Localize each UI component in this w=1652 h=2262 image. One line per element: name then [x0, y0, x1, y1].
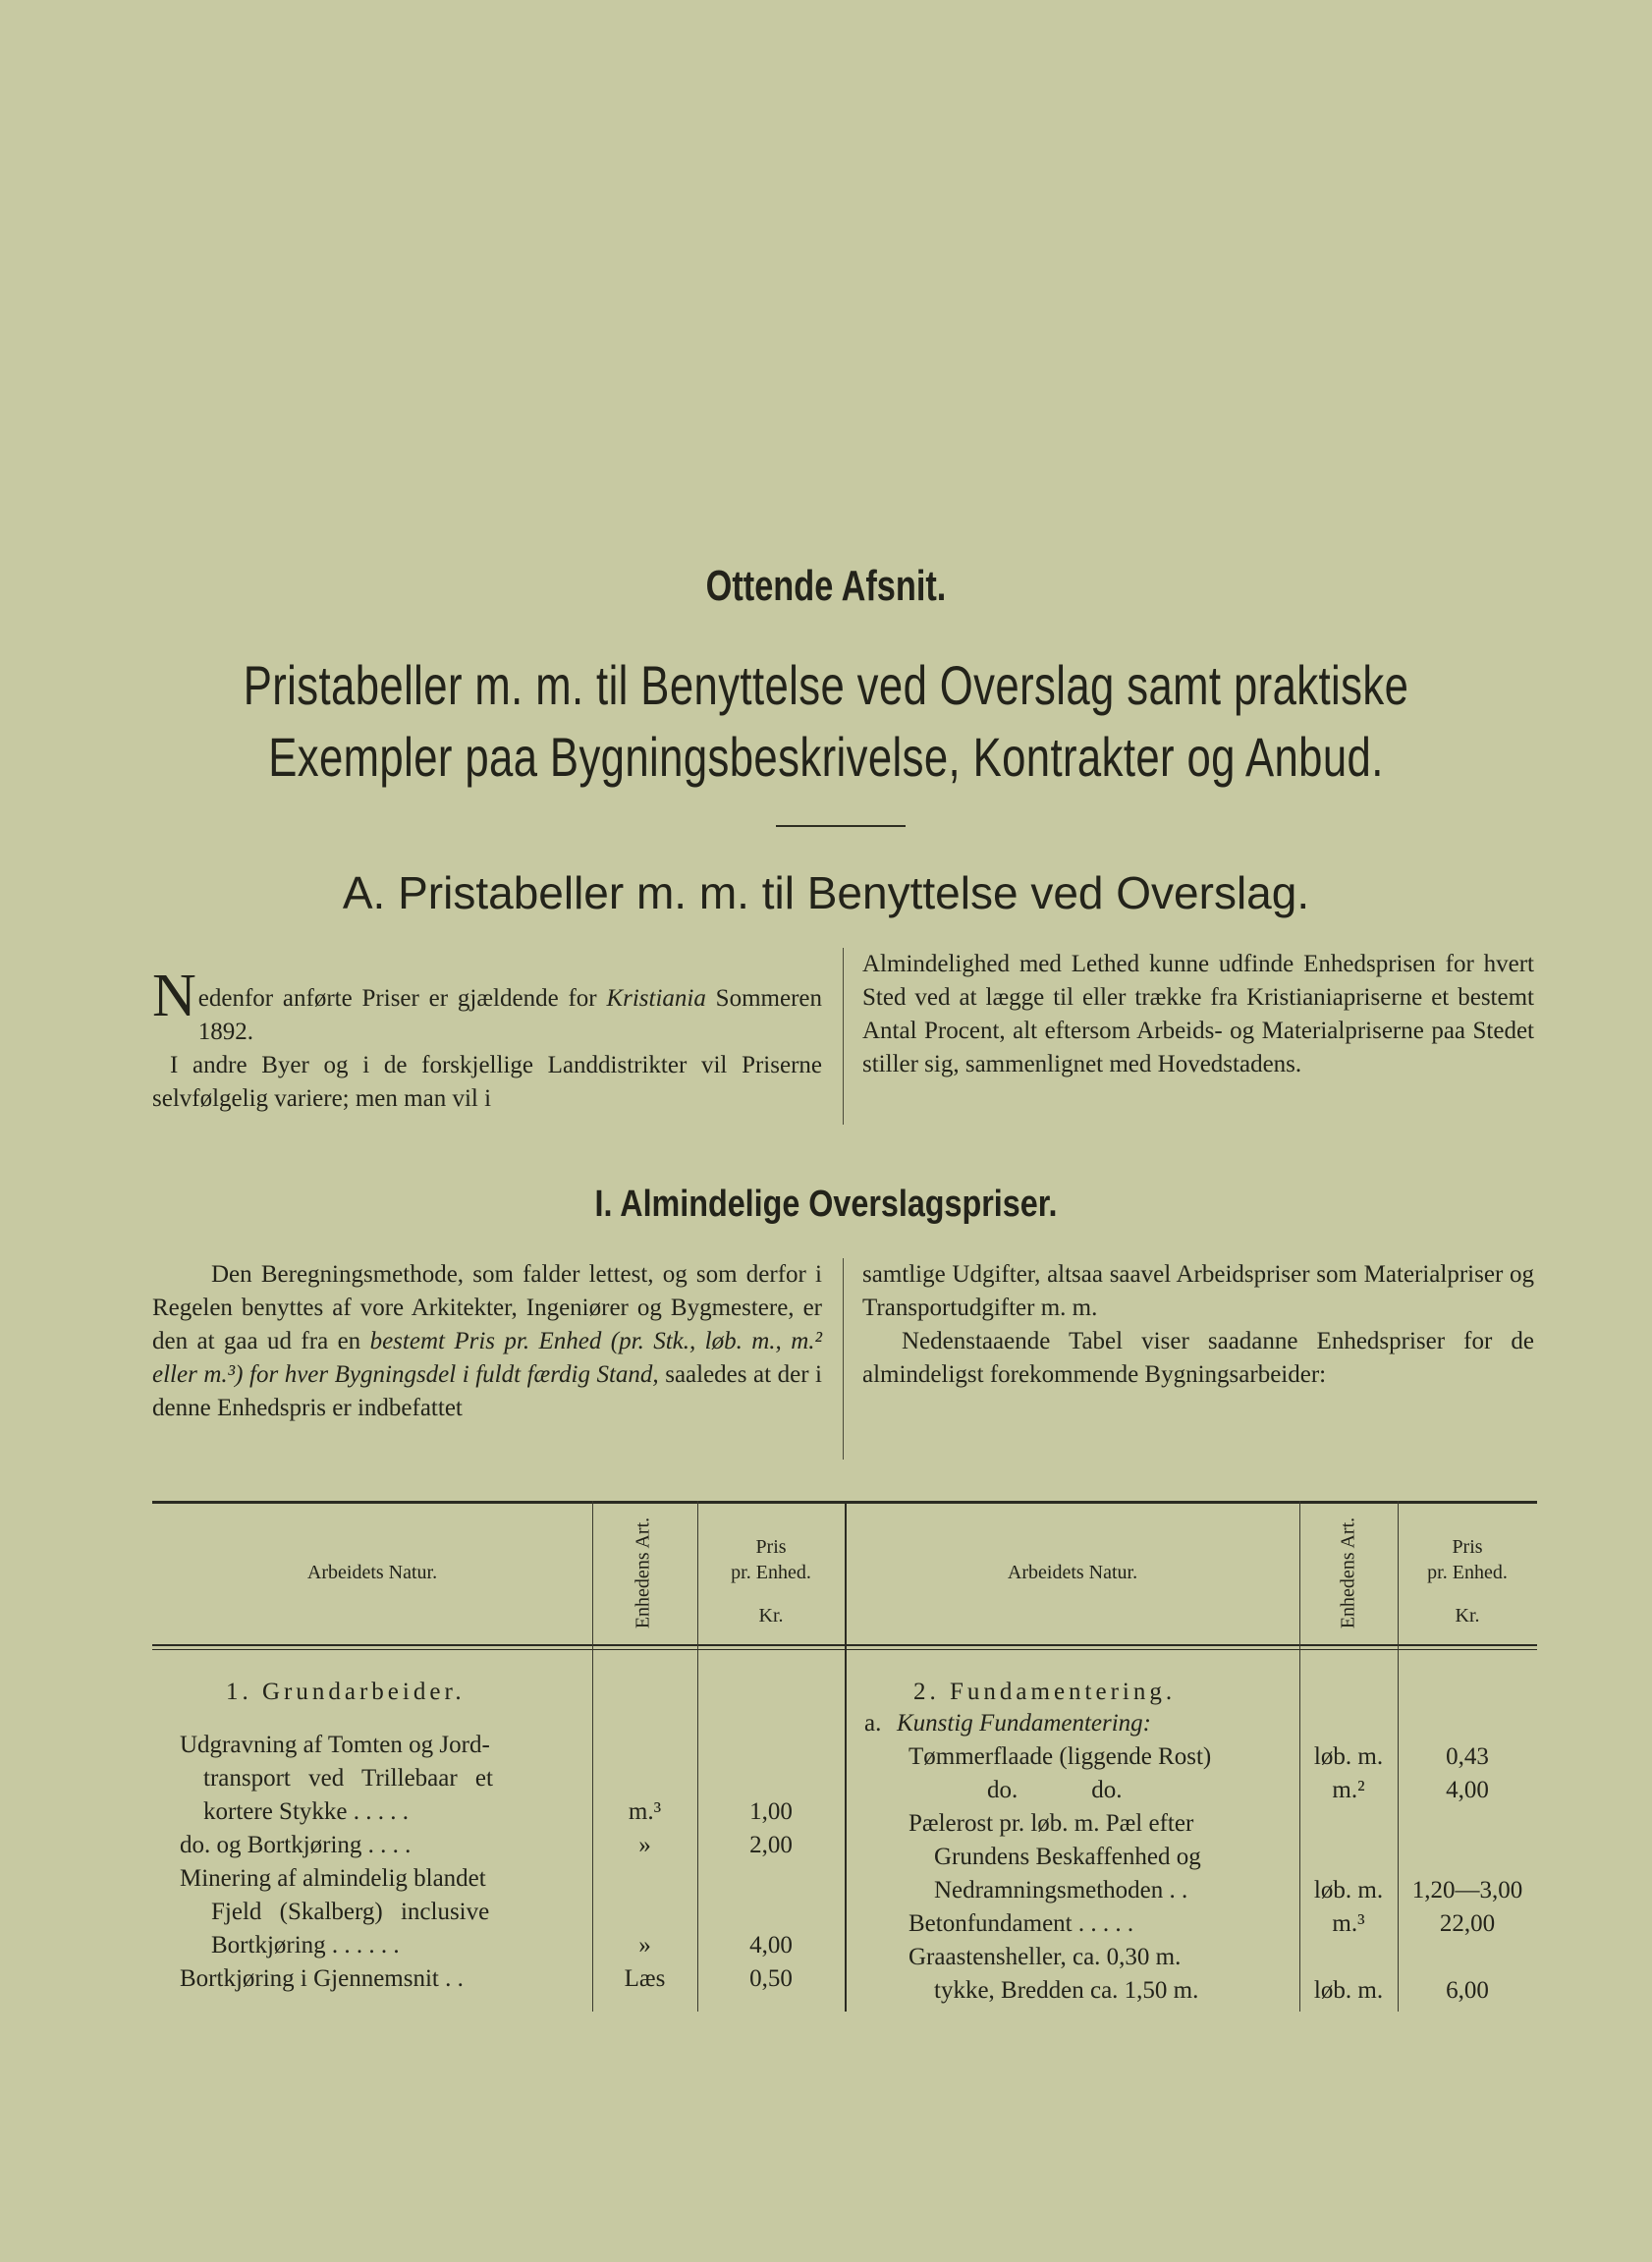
- title-rule: [776, 825, 906, 827]
- row-unit: Læs: [624, 1965, 666, 1992]
- row-description: tykke, Bredden ca. 1,50 m.: [934, 1977, 1199, 2004]
- section-title: 1. Grundarbeider.: [226, 1679, 466, 1705]
- row-unit: »: [638, 1832, 651, 1858]
- row-description: Pælerost pr. løb. m. Pæl efter: [909, 1810, 1194, 1837]
- header-currency: Kr.: [1455, 1605, 1480, 1627]
- body-left-column: [152, 1258, 822, 1425]
- row-description: Tømmerflaade (liggende Rost): [909, 1743, 1212, 1770]
- subsection-i-heading: I. Almindelige Overslagspriser.: [594, 1184, 1058, 1225]
- header-unit: Enhedens Art.: [1337, 1517, 1359, 1629]
- dropcap: N: [152, 963, 196, 1029]
- row-unit: m.²: [1332, 1777, 1365, 1803]
- header-price-unit: pr. Enhed.: [1427, 1562, 1508, 1583]
- header-price: Pris: [1452, 1536, 1483, 1558]
- body-paragraph-3: Nedenstaaende Tabel viser saadanne Enhedspriser for de almindeligst forekommende Bygningsarbeider:: [862, 1328, 1534, 1388]
- column-divider: [843, 1258, 844, 1460]
- row-unit: m.³: [628, 1798, 662, 1825]
- row-description: Grundens Beskaffenhed og: [934, 1844, 1201, 1870]
- subsection-label: a.: [864, 1710, 882, 1737]
- section-title: 2. Fundamentering.: [913, 1679, 1177, 1705]
- row-unit: »: [638, 1932, 651, 1959]
- row-unit: m.³: [1332, 1910, 1365, 1937]
- header-nature: Arbeidets Natur.: [306, 1562, 438, 1583]
- intro-paragraph-1: Nedenfor anførte Priser er gjældende for Kristiania Sommeren 1892.: [152, 963, 822, 1045]
- header-currency: Kr.: [758, 1605, 784, 1627]
- subsection-a-heading: A. Pristabeller m. m. til Benyttelse ved Overslag.: [342, 867, 1310, 918]
- row-description: do. og Bortkjøring . . . .: [180, 1832, 412, 1858]
- row-price: 6,00: [1446, 1977, 1489, 2004]
- row-description: Bortkjøring i Gjennemsnit . .: [180, 1965, 464, 1992]
- main-title-line-1: Pristabeller m. m. til Benyttelse ved Overslag samt praktiske: [243, 654, 1409, 716]
- row-description: do. do.: [987, 1777, 1123, 1803]
- row-description: transport ved Trillebaar et: [203, 1765, 493, 1792]
- row-price: 4,00: [1446, 1777, 1489, 1803]
- row-description: Minering af almindelig blandet: [180, 1865, 486, 1892]
- column-divider: [843, 948, 844, 1125]
- intro-paragraph-3: Almindelighed med Lethed kunne udfinde Enhedsprisen for hvert Sted ved at lægge til eller trække fra Kristianiapriserne et bestemt Antal Procent, alt eftersom Arbeids- og Materialpriserne paa Stedet stiller sig, sammenlignet med Hovedstadens.: [862, 951, 1534, 1077]
- row-unit: løb. m.: [1313, 1977, 1384, 2004]
- row-price: 1,00: [749, 1798, 793, 1825]
- main-title-line-2: Exempler paa Bygningsbeskrivelse, Kontrakter og Anbud.: [268, 726, 1384, 788]
- row-description: Udgravning af Tomten og Jord-: [180, 1732, 490, 1758]
- subsection-title: Kunstig Fundamentering:: [897, 1710, 1152, 1737]
- header-nature: Arbeidets Natur.: [1007, 1562, 1138, 1583]
- body-paragraph-1: Den Beregningsmethode, som falder lettest, og som derfor i Regelen benyttes af vore Arkitekter, Ingeniører og Bygmestere, er den at gaa ud fra en bestemt Pris pr. Enhed (pr. Stk., løb. m., m.² eller m.³) for hver Bygningsdel i fuldt færdig Stand, saaledes at der i denne Enhedspris er indbefattet: [152, 1261, 822, 1421]
- row-description: Nedramningsmethoden . .: [934, 1877, 1188, 1903]
- row-description: Betonfundament . . . . .: [909, 1910, 1134, 1937]
- row-price: 22,00: [1439, 1910, 1496, 1937]
- row-unit: løb. m.: [1313, 1877, 1384, 1903]
- header-price: Pris: [755, 1536, 787, 1558]
- row-price: 2,00: [749, 1832, 793, 1858]
- row-unit: løb. m.: [1313, 1743, 1384, 1770]
- body-right-column: [862, 1258, 1534, 1392]
- row-price: 0,50: [749, 1965, 793, 1992]
- section-kicker: Ottende Afsnit.: [705, 562, 947, 610]
- header-unit: Enhedens Art.: [632, 1517, 654, 1629]
- header-price-unit: pr. Enhed.: [731, 1562, 811, 1583]
- row-description: kortere Stykke . . . . .: [203, 1798, 409, 1825]
- price-table: [152, 1501, 1537, 2012]
- intro-right-column: [862, 948, 1534, 1081]
- row-description: Fjeld (Skalberg) inclusive: [211, 1899, 490, 1925]
- intro-left-column: [152, 963, 822, 1116]
- body-paragraph-2: samtlige Udgifter, altsaa saavel Arbeidspriser som Materialpriser og Transportudgifter m. m.: [862, 1261, 1534, 1321]
- row-description: Graastensheller, ca. 0,30 m.: [909, 1944, 1182, 1970]
- row-description: Bortkjøring . . . . . .: [211, 1932, 400, 1959]
- row-price: 1,20—3,00: [1411, 1877, 1523, 1903]
- row-price: 4,00: [749, 1932, 793, 1959]
- row-price: 0,43: [1446, 1743, 1489, 1770]
- intro-paragraph-2: I andre Byer og i de forskjellige Landdistrikter vil Priserne selvfølgelig variere; men man vil i: [152, 1052, 822, 1112]
